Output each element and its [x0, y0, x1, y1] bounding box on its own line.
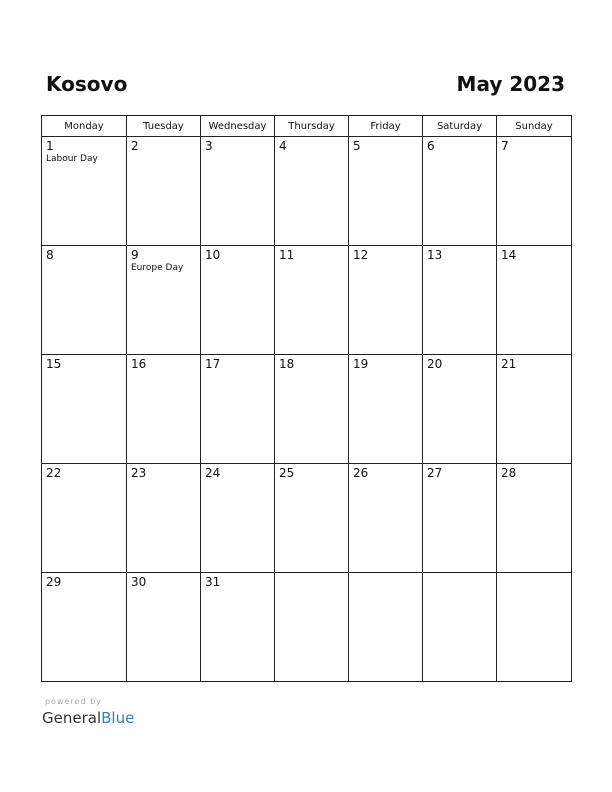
day-number: 11 [279, 248, 295, 262]
weekday-header-row [42, 116, 572, 137]
day-number: 29 [46, 575, 62, 589]
day-cell [349, 573, 423, 682]
day-number: 8 [46, 248, 54, 262]
weekday-header: Sunday [497, 116, 572, 137]
day-number: 24 [205, 466, 221, 480]
day-number: 9 [131, 248, 139, 262]
calendar-grid [41, 115, 572, 682]
day-cell [201, 464, 275, 573]
holiday-label: Labour Day [46, 154, 98, 164]
weekday-header: Monday [42, 116, 127, 137]
weekday-header: Friday [349, 116, 423, 137]
day-cell [349, 137, 423, 246]
day-number: 17 [205, 357, 221, 371]
day-cell [42, 355, 127, 464]
day-number: 19 [353, 357, 369, 371]
day-cell [423, 464, 497, 573]
day-number: 23 [131, 466, 147, 480]
day-number: 20 [427, 357, 443, 371]
day-number: 5 [353, 139, 361, 153]
brand-general-text: General [42, 709, 102, 727]
day-cell [497, 573, 572, 682]
week-row [42, 355, 572, 464]
weekday-header: Thursday [275, 116, 349, 137]
week-row [42, 246, 572, 355]
day-cell [275, 355, 349, 464]
day-cell [201, 573, 275, 682]
day-number: 14 [501, 248, 517, 262]
day-cell [497, 137, 572, 246]
day-cell [423, 246, 497, 355]
country-title: Kosovo [46, 72, 128, 96]
day-number: 3 [205, 139, 213, 153]
week-row [42, 573, 572, 682]
day-cell [127, 137, 201, 246]
generalblue-logo-link[interactable] [42, 708, 134, 728]
day-cell [201, 246, 275, 355]
week-row [42, 464, 572, 573]
month-title: May 2023 [456, 72, 565, 96]
day-number: 30 [131, 575, 147, 589]
day-cell [275, 246, 349, 355]
day-cell [127, 246, 201, 355]
day-cell [201, 137, 275, 246]
day-number: 2 [131, 139, 139, 153]
day-cell [42, 573, 127, 682]
day-number: 27 [427, 466, 443, 480]
day-cell [349, 246, 423, 355]
day-number: 25 [279, 466, 295, 480]
day-number: 10 [205, 248, 221, 262]
powered-by-text: powered by [45, 697, 102, 706]
week-row [42, 137, 572, 246]
weekday-header: Tuesday [127, 116, 201, 137]
day-number: 13 [427, 248, 443, 262]
day-number: 16 [131, 357, 147, 371]
day-number: 12 [353, 248, 369, 262]
day-cell [423, 137, 497, 246]
weekday-header: Wednesday [201, 116, 275, 137]
day-cell [497, 464, 572, 573]
day-number: 28 [501, 466, 517, 480]
brand-blue-text: Blue [101, 709, 135, 727]
day-cell [42, 246, 127, 355]
day-cell [275, 464, 349, 573]
day-number: 4 [279, 139, 287, 153]
day-cell [127, 573, 201, 682]
day-number: 31 [205, 575, 221, 589]
weekday-header: Saturday [423, 116, 497, 137]
holiday-label: Europe Day [131, 263, 184, 273]
day-cell [497, 246, 572, 355]
day-number: 6 [427, 139, 435, 153]
day-cell [349, 355, 423, 464]
day-cell [349, 464, 423, 573]
day-cell [127, 464, 201, 573]
day-cell [275, 137, 349, 246]
day-cell [201, 355, 275, 464]
day-number: 1 [46, 139, 54, 153]
day-number: 26 [353, 466, 369, 480]
day-cell [42, 464, 127, 573]
day-cell [127, 355, 201, 464]
day-cell [497, 355, 572, 464]
day-cell [423, 573, 497, 682]
day-number: 22 [46, 466, 62, 480]
day-cell [423, 355, 497, 464]
day-cell [42, 137, 127, 246]
day-number: 18 [279, 357, 295, 371]
day-number: 21 [501, 357, 517, 371]
day-number: 7 [501, 139, 509, 153]
day-cell [275, 573, 349, 682]
day-number: 15 [46, 357, 62, 371]
